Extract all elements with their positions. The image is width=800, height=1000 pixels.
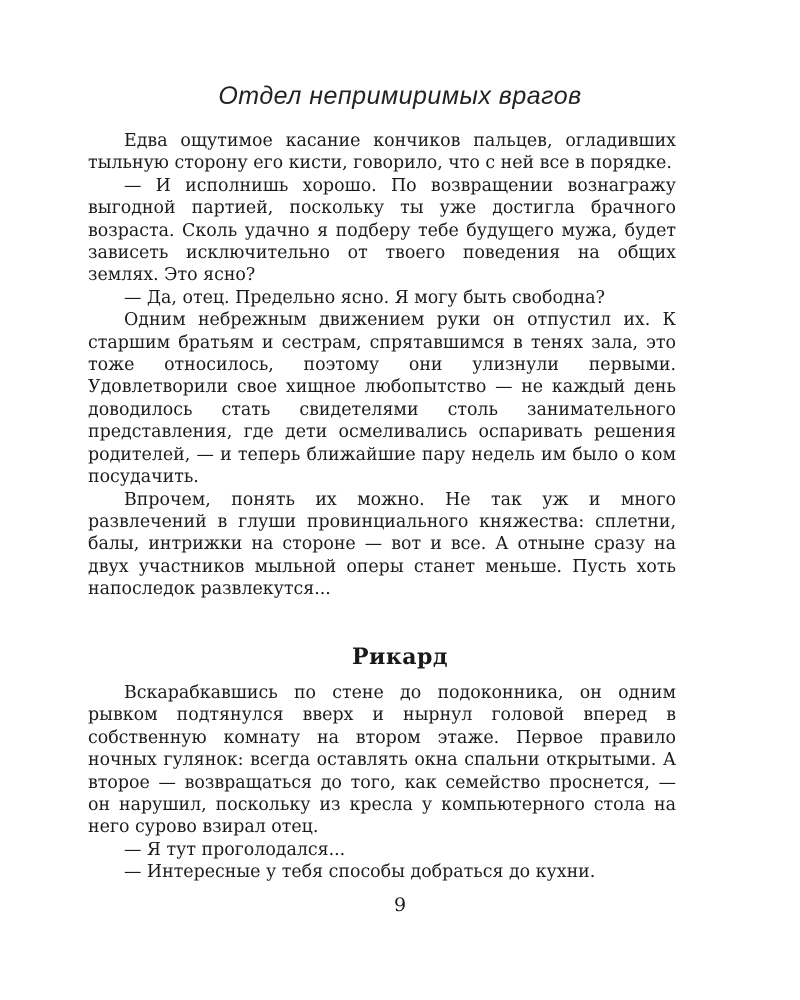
paragraph: Одним небрежным движением руки он отпустил их. К старшим братьям и сестрам, спрятавшимся в тенях зала, это тоже относилось, поэтому они улизнули первыми. Удовлетворили свое хищное любопытство — не каждый день доводилось стать свидетелями столь занимательного представления, где дети осмеливались оспаривать решения родителей, — и теперь ближайшие пару недель им было о ком посудачить.	[88, 310, 676, 488]
text-section-2	[88, 682, 676, 884]
paragraph: Едва ощутимое касание кончиков пальцев, огладивших тыльную сторону его кисти, говорило, что с ней все в порядке.	[88, 131, 676, 174]
paragraph: — И исполнишь хорошо. По возвращении вознагражу выгодной партией, поскольку ты уже достигла брачного возраста. Сколь удачно я подберу тебе будущего мужа, будет зависеть исключительно от твоего поведения на общих землях. Это ясно?	[88, 175, 676, 286]
running-title: Отдел непримиримых врагов	[218, 82, 582, 110]
page-number: 9	[393, 894, 407, 916]
paragraph: — Я тут проголодался...	[124, 839, 346, 860]
paragraph: Впрочем, понять их можно. Не так уж и много развлечений в глуши провинциального княжества: сплетни, балы, интрижки на стороне — вот и все. А отныне сразу на двух участников мыльной оперы станет меньше. Пусть хоть напоследок развлекутся...	[88, 489, 676, 600]
chapter-heading: Рикард	[351, 644, 449, 670]
text-section-1	[88, 130, 676, 601]
paragraph: Вскарабкавшись по стене до подоконника, он одним рывком подтянулся вверх и нырнул головой вперед в собственную комнату на втором этаже. Первое правило ночных гулянок: всегда оставлять окна спальни открытыми. А второе — возвращаться до того, как семейство проснется, — он нарушил, поскольку из кресла у компьютерного стола на него сурово взирал отец.	[88, 683, 676, 838]
paragraph: — Интересные у тебя способы добраться до кухни.	[124, 862, 596, 883]
paragraph: — Да, отец. Предельно ясно. Я могу быть свободна?	[124, 287, 605, 308]
